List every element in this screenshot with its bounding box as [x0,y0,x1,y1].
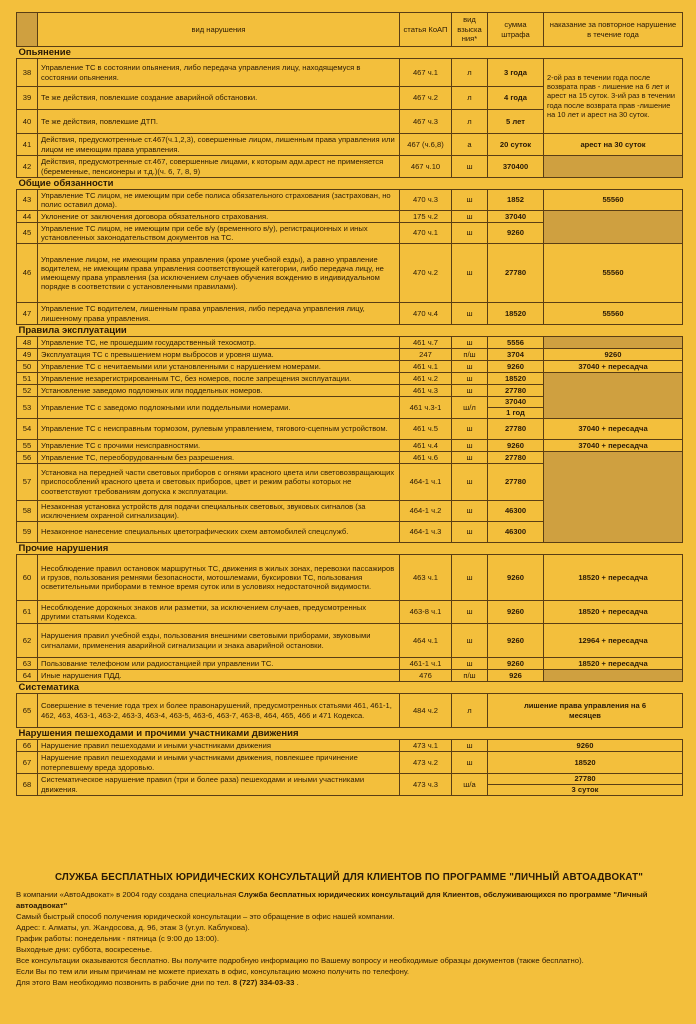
row-description: Те же действия, повлекшие создание аварийной обстановки. [38,87,400,110]
table-row [17,694,683,728]
row-description: Уклонение от заключения договора обязательного страхования. [38,211,400,223]
section-header [17,47,683,59]
row-article: 464-1 ч.2 [400,501,452,522]
row-description: Незаконное нанесение специальных цветографических схем автомобилей спецслужб. [38,522,400,543]
footer-address: Адрес: г. Алматы, ул. Жандосова, д. 96, этаж 3 (уг.ул. Каблукова). [16,923,250,932]
row-fine: 27780 [488,452,544,464]
row-repeat: 18520 + пересадча [544,555,683,601]
row-number: 46 [17,244,38,303]
row-fine: 9260 [488,440,544,452]
row-penalty-type: ш [452,223,488,244]
row-article: 476 [400,670,452,682]
row-fine: 9260 [488,223,544,244]
table-row [17,774,683,785]
row-article: 464 ч.1 [400,624,452,658]
row-description: Управление ТС в состоянии опьянения, либо передача управления лицу, находящемуся в состоянии опьянения. [38,59,400,87]
row-fine: 9260 [488,624,544,658]
row-number: 68 [17,774,38,796]
row-description: Те же действия, повлекшие ДТП. [38,110,400,134]
row-fine: 5 лет [488,110,544,134]
row-penalty-type: ш [452,361,488,373]
section-header [17,728,683,740]
row-number: 64 [17,670,38,682]
row-number: 39 [17,87,38,110]
row-penalty-type: ш [452,752,488,774]
row-article: 461 ч.6 [400,452,452,464]
row-number: 40 [17,110,38,134]
row-merged-fine: 27780 [488,774,683,785]
table-row [17,361,683,373]
row-repeat: 55560 [544,303,683,325]
row-fine: 4 года [488,87,544,110]
row-fine: 9260 [488,658,544,670]
row-description: Нарушение правил пешеходами и иными участниками движения, повлекшее причинение потерпевшему вреда здоровью. [38,752,400,774]
row-article: 470 ч.1 [400,223,452,244]
row-penalty-type: ш [452,624,488,658]
row-penalty-type: л [452,110,488,134]
row-number: 61 [17,601,38,624]
row-penalty-type: л [452,87,488,110]
row-penalty-type: ш [452,211,488,223]
row-penalty-type: ш [452,419,488,440]
row-repeat: арест на 30 суток [544,134,683,156]
row-number: 48 [17,337,38,349]
footer-intro-bold: Служба бесплатных юридических консультаций для Клиентов, обслуживающихся по программе "Личный автоадвокат" [16,890,648,910]
row-penalty-type: ш [452,452,488,464]
table-row [17,373,683,385]
row-number: 42 [17,156,38,178]
row-number: 59 [17,522,38,543]
section-header [17,543,683,555]
header-repeat: наказание за повторное нарушение в течение года [544,13,683,47]
row-repeat-empty [544,452,683,543]
row-article: 461 ч.1 [400,361,452,373]
row-number: 38 [17,59,38,87]
row-number: 50 [17,361,38,373]
header-fine: сумма штрафа [488,13,544,47]
header-blank [17,13,38,47]
fines-sheet [16,12,682,796]
row-article: 461 ч.3-1 [400,397,452,419]
section-title-general-duties: Общие обязанности [17,178,683,190]
row-description: Пользование телефоном или радиостанцией при управлении ТС. [38,658,400,670]
row-number: 44 [17,211,38,223]
table-row [17,419,683,440]
row-number: 67 [17,752,38,774]
row-fine: 3704 [488,349,544,361]
row-fine: 9260 [488,555,544,601]
table-row [17,156,683,178]
row-penalty-type: ш [452,190,488,211]
row-number: 63 [17,658,38,670]
row-fine-deprivation: 1 год [488,408,544,419]
table-row [17,624,683,658]
row-repeat-empty [544,211,683,244]
section-title-pedestrians: Нарушения пешеходами и прочими участниками движения [17,728,683,740]
row-fine: 5556 [488,337,544,349]
row-description: Управление ТС водителем, лишенным права управления, либо передача управления лицу, лишенному права управления. [38,303,400,325]
footer-days-off: Выходные дни: суббота, воскресенье. [16,945,152,954]
row-article: 461 ч.4 [400,440,452,452]
section-title-systematics: Систематика [17,682,683,694]
table-row [17,658,683,670]
row-repeat: 55560 [544,190,683,211]
row-penalty-type: ш [452,303,488,325]
row-description: Действия, предусмотренные ст.467(ч.1,2,3), совершенные лицом, лишенным права управления или лицом не имеющим права управления. [38,134,400,156]
row-fine: 3 года [488,59,544,87]
table-row [17,134,683,156]
row-repeat: 37040 + пересадча [544,419,683,440]
row-fine: 9260 [488,361,544,373]
row-article: 473 ч.1 [400,740,452,752]
footer-intro-text: В компании «АвтоАдвокат» в 2004 году создана специальная [16,890,239,899]
section-header [17,325,683,337]
table-row [17,670,683,682]
row-penalty-type: а [452,134,488,156]
row-penalty-type: ш [452,385,488,397]
table-row [17,244,683,303]
section-header [17,682,683,694]
row-fine: 46300 [488,501,544,522]
table-row [17,211,683,223]
row-description: Нарушение правил пешеходами и иными участниками движения [38,740,400,752]
table-row [17,59,683,87]
row-article: 461 ч.2 [400,373,452,385]
row-number: 57 [17,464,38,501]
row-penalty-type: ш [452,740,488,752]
row-fine: 18520 [488,373,544,385]
row-article: 467 ч.1 [400,59,452,87]
row-description: Управление ТС с неисправным тормозом, рулевым управлением, тягового-сцепным устройством. [38,419,400,440]
row-fine: 20 суток [488,134,544,156]
row-article: 470 ч.3 [400,190,452,211]
table-header-row [17,13,683,47]
table-row [17,303,683,325]
table-row [17,555,683,601]
row-description: Установление заведомо подложных или поддельных номеров. [38,385,400,397]
row-fine: 37040 [488,211,544,223]
row-fine: 370400 [488,156,544,178]
row-fine: 18520 [488,303,544,325]
fines-table [16,12,683,796]
row-penalty-type: ш [452,501,488,522]
row-description: Управление лицом, не имеющим права управления (кроме учебной езды), а равно управление водителем, не имеющим права управления соответствующей категории, либо передача лицу, не имеющему права управления (за исключением случаев обучения вождению в индивидуальном порядке в соответствии с установленными правилами). [38,244,400,303]
row-repeat: 18520 + пересадча [544,658,683,670]
table-row [17,752,683,774]
row-penalty-type: ш [452,440,488,452]
header-violation: вид нарушения [38,13,400,47]
table-row [17,349,683,361]
row-penalty-type: ш/л [452,397,488,419]
row-penalty-type: ш [452,156,488,178]
header-penalty-type: вид взыска ния* [452,13,488,47]
row-fine: 27780 [488,244,544,303]
row-article: 467 (ч.6,8) [400,134,452,156]
row-description: Управление ТС с заведомо подложными или поддельными номерами. [38,397,400,419]
row-article: 247 [400,349,452,361]
row-penalty-type: ш [452,244,488,303]
row-article: 467 ч.10 [400,156,452,178]
row-description: Совершение в течение года трех и более правонарушений, предусмотренных статьями 461, 461-1, 462, 463, 463-1, 463-2, 463-3, 463-4, 463-5, 463-6, 463-7, 463-8, 464, 465, 466 и 471 Кодекса. [38,694,400,728]
table-row [17,452,683,464]
row-merged-penalty: лишение права управления на 6 месяцев [488,694,683,728]
row-fine: 9260 [488,601,544,624]
row-repeat-empty [544,670,683,682]
section-title-operation-rules: Правила эксплуатации [17,325,683,337]
row-number: 55 [17,440,38,452]
row-number: 41 [17,134,38,156]
table-row [17,337,683,349]
row-penalty-type: ш [452,658,488,670]
row-repeat-empty [544,156,683,178]
row-article: 467 ч.3 [400,110,452,134]
table-row [17,440,683,452]
row-merged-fine: 9260 [488,740,683,752]
row-repeat-empty [544,337,683,349]
row-fine: 27780 [488,464,544,501]
row-repeat-empty [544,373,683,419]
row-penalty-type: п/ш [452,349,488,361]
row-description: Управление незарегистрированным ТС, без номеров, после запрещения эксплуатации. [38,373,400,385]
row-number: 62 [17,624,38,658]
footer-line: Все консультации оказываются бесплатно. Вы получите подробную информацию по Вашему вопросу и необходимые образцы документов (также бесплатно). [16,956,584,965]
row-repeat: 55560 [544,244,683,303]
row-repeat: 2-ой раз в течении года после возврата прав - лишение на 6 лет и арест на 15 суток. 3-ий раз в течении года после возврата прав -лишение на 10 лет и арест на 30 суток. [544,59,683,134]
section-title-intoxication: Опьянение [17,47,683,59]
footer-phone-text: Для этого Вам необходимо позвонить в рабочие дни по тел. [16,978,233,987]
row-article: 470 ч.2 [400,244,452,303]
row-fine: 926 [488,670,544,682]
row-article: 464-1 ч.3 [400,522,452,543]
row-number: 51 [17,373,38,385]
row-repeat: 18520 + пересадча [544,601,683,624]
section-title-other: Прочие нарушения [17,543,683,555]
row-description: Несоблюдение дорожных знаков или разметки, за исключением случаев, предусмотренных другими статьями Кодекса. [38,601,400,624]
row-merged-fine: 18520 [488,752,683,774]
row-article: 473 ч.2 [400,752,452,774]
row-penalty-type: ш [452,601,488,624]
footer-line: Самый быстрый способ получения юридической консультации – это обращение в офис нашей компании. [16,912,395,921]
table-row [17,601,683,624]
row-description: Незаконная установка устройств для подачи специальных световых, звуковых сигналов (за исключением охранной сигнализации). [38,501,400,522]
section-header [17,178,683,190]
row-number: 60 [17,555,38,601]
row-article: 470 ч.4 [400,303,452,325]
phone-number[interactable]: 8 (727) 334-03-33 [232,978,295,987]
row-number: 54 [17,419,38,440]
row-fine: 27780 [488,385,544,397]
row-penalty-type: ш [452,522,488,543]
footer-phone-line [16,977,682,988]
row-penalty-type: л [452,694,488,728]
row-description: Управление ТС с нечитаемыми или установленными с нарушением номерами. [38,361,400,373]
row-description: Управление ТС лицом, не имеющим при себе в/у (временного в/у), регистрационных и иных установленных законодательством документов на ТС. [38,223,400,244]
row-penalty-type: ш/а [452,774,488,796]
row-description: Управление ТС с прочими неисправностями. [38,440,400,452]
row-number: 49 [17,349,38,361]
footer-schedule: График работы: понедельник - пятница (с 9:00 до 13:00). [16,934,219,943]
row-description: Несоблюдение правил остановок маршрутных ТС, движения в жилых зонах, перевозки пассажиров и грузов, пользования ремнями безопасности, мотошлемами, буксировки ТС, пользования осветительными приборами в темное время суток или в условиях недостаточной видимости. [38,555,400,601]
row-article: 484 ч.2 [400,694,452,728]
row-number: 53 [17,397,38,419]
row-merged-arrest: 3 суток [488,785,683,796]
row-penalty-type: ш [452,464,488,501]
row-description: Действия, предусмотренные ст.467, совершенные лицами, к которым адм.арест не применяется (беременные, пенсионеры и т.д.)(ч. 6, 7, 8, 9) [38,156,400,178]
row-description: Установка на передней части световых приборов с огнями красного цвета или световозвращающих приспособлений красного цвета и световых приборов, цвет и режим работы которых не соответствуют требованиям допуска к эксплуатации. [38,464,400,501]
footer-title: СЛУЖБА БЕСПЛАТНЫХ ЮРИДИЧЕСКИХ КОНСУЛЬТАЦИЙ ДЛЯ КЛИЕНТОВ ПО ПРОГРАММЕ "ЛИЧНЫЙ АВТОАДВОКАТ" [54,872,644,883]
row-description: Управление ТС, переоборудованным без разрешения. [38,452,400,464]
row-fine: 27780 [488,419,544,440]
row-number: 65 [17,694,38,728]
table-row [17,190,683,211]
row-fine: 37040 [488,397,544,408]
row-number: 58 [17,501,38,522]
row-description: Нарушения правил учебной езды, пользования внешними световыми приборами, звуковыми сигналами, применения аварийной сигнализации и знака аварийной остановки. [38,624,400,658]
row-penalty-type: п/ш [452,670,488,682]
row-description: Управление ТС лицом, не имеющим при себе полиса обязательного страхования (застрахован, но полис оставил дома). [38,190,400,211]
row-description: Иные нарушения ПДД. [38,670,400,682]
row-article: 464-1 ч.1 [400,464,452,501]
table-row [17,740,683,752]
row-number: 47 [17,303,38,325]
row-article: 461 ч.5 [400,419,452,440]
row-number: 52 [17,385,38,397]
row-repeat: 9260 [544,349,683,361]
row-penalty-type: ш [452,337,488,349]
row-article: 461 ч.3 [400,385,452,397]
row-description: Управление ТС, не прошедшим государственный техосмотр. [38,337,400,349]
row-fine: 46300 [488,522,544,543]
footer-intro [16,889,682,911]
row-description: Систематическое нарушение правил (три и более раза) пешеходами и иными участниками движения. [38,774,400,796]
row-article: 175 ч.2 [400,211,452,223]
row-article: 463 ч.1 [400,555,452,601]
row-repeat: 37040 + пересадча [544,440,683,452]
row-number: 43 [17,190,38,211]
row-penalty-type: ш [452,373,488,385]
row-number: 66 [17,740,38,752]
row-article: 463-8 ч.1 [400,601,452,624]
footer-line: Если Вы по тем или иным причинам не можете приехать в офис, консультацию можно получить по телефону. [16,967,410,976]
row-article: 461 ч.7 [400,337,452,349]
row-penalty-type: л [452,59,488,87]
row-article: 473 ч.3 [400,774,452,796]
row-number: 56 [17,452,38,464]
header-article: статья КоАП [400,13,452,47]
row-penalty-type: ш [452,555,488,601]
row-description: Эксплуатация ТС с превышением норм выбросов и уровня шума. [38,349,400,361]
row-article: 467 ч.2 [400,87,452,110]
row-number: 45 [17,223,38,244]
footer-phone-end: . [294,978,299,987]
row-repeat: 37040 + пересадча [544,361,683,373]
row-repeat: 12964 + пересадча [544,624,683,658]
row-fine: 1852 [488,190,544,211]
row-article: 461-1 ч.1 [400,658,452,670]
legal-service-footer [16,872,682,988]
